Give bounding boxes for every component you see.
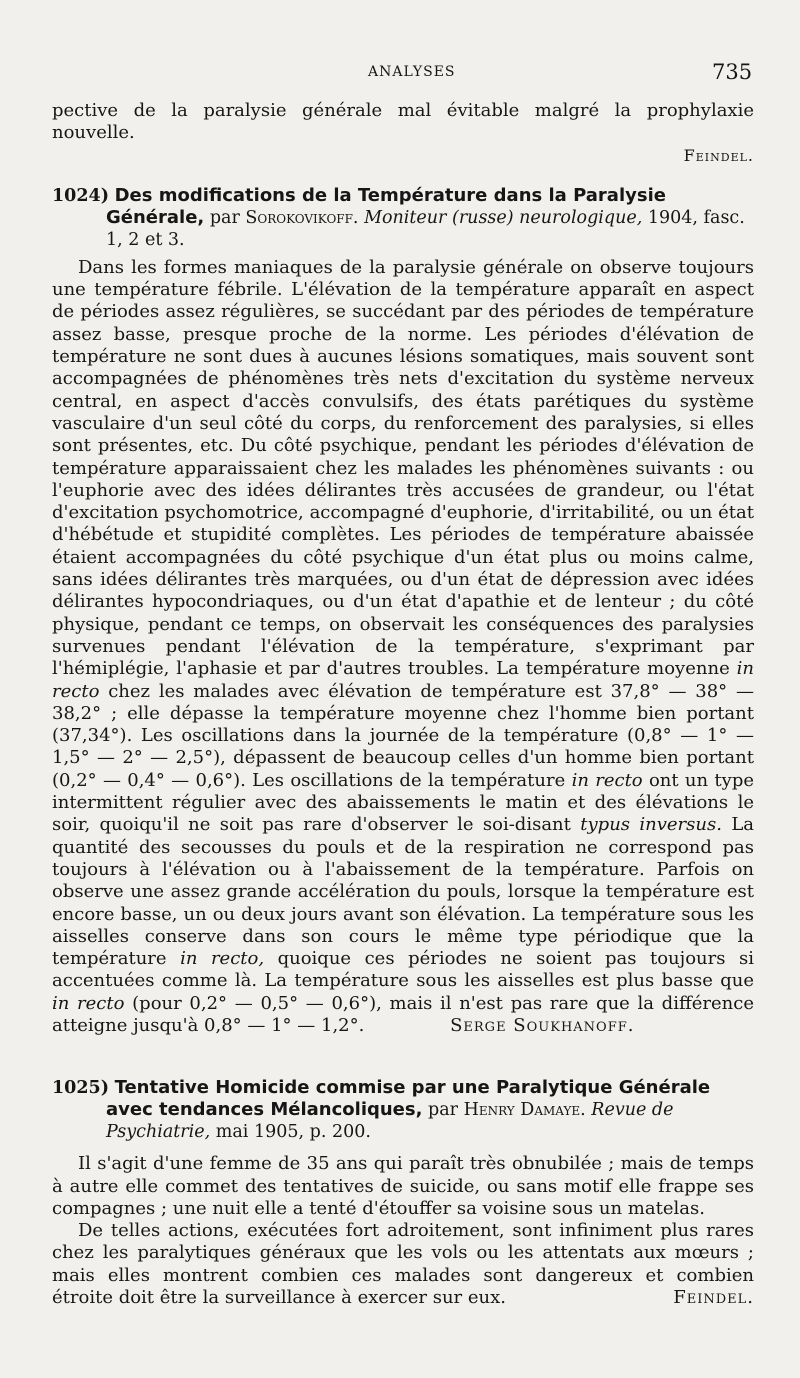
article-1024-body — [52, 257, 754, 1037]
body-segment: De telles actions, exécutées fort adroitement, sont infiniment plus rares chez les paralytiques généraux que les vols ou les attentats aux mœurs ; mais elles montrent combien ces malades sont dangereux et combien étroite doit être la surveillance à exercer sur eux. — [52, 1220, 754, 1309]
in-recto: in recto — [571, 769, 643, 791]
article-1025-para-1: Il s'agit d'une femme de 35 ans qui paraît très obnubilée ; mais de temps à autre elle commet des tentatives de suicide, ou sans motif elle frappe ses compagnes ; une nuit elle a tenté d'étouffer sa voisine sous un matelas. — [52, 1153, 754, 1219]
body-segment: chez les malades avec élévation de température est 37,8° — 38° — 38,2° ; elle dépasse la température moyenne chez l'homme bien portant (37,34°). Les oscillations dans la journée de la température (0,8° — 1° — 1,5° — 2° — 2,5°), dépassent de beaucoup celles d'un homme bien portant (0,2° — 0,4° — 0,6°). Les oscillations de la température — [52, 680, 754, 791]
article-1025-para-2 — [52, 1220, 754, 1309]
article-1024-heading — [52, 185, 754, 251]
in-recto: in recto — [52, 658, 754, 702]
page-header — [0, 60, 800, 90]
article-1025-signature: Feindel. — [673, 1287, 754, 1309]
article-author: Sorokovikoff. — [245, 207, 359, 228]
by-word: par — [209, 207, 240, 228]
journal-name: Moniteur (russe) neurologique, — [364, 207, 643, 228]
in-recto: in recto, — [180, 948, 265, 970]
journal-ref: 1904, fasc. 1, 2 et 3. — [106, 207, 745, 250]
typus-inversus: typus inversus. — [580, 814, 722, 836]
article-number: 1025) — [52, 1078, 109, 1099]
body-segment: ont un type intermittent régulier avec des abaissements le matin et des élévations le soir, quoiqu'il ne soit pas rare d'observer le soi-disant — [52, 769, 754, 836]
article-number: 1024) — [52, 185, 109, 206]
article-author: Henry Damaye. — [463, 1100, 586, 1121]
body-text — [52, 100, 754, 1309]
prev-article-signature: Feindel. — [683, 145, 754, 165]
body-segment: La quantité des secousses du pouls et de la respiration ne correspond pas toujours à l'élévation ou à l'abaissement de la température. Parfois on observe une assez grande accélération du pouls, lorsque la température est encore basse, un ou deux jours avant son élévation. La température sous les aisselles conserve dans son cours le même type périodique que la température — [52, 814, 755, 970]
running-head: ANALYSES — [368, 64, 456, 80]
article-1025-heading — [52, 1077, 754, 1143]
article-title: Tentative Homicide commise par une Paralytique Générale avec tendances Mélancoliques, — [106, 1077, 711, 1121]
by-word: par — [428, 1100, 459, 1121]
body-segment: quoique ces périodes ne soient pas toujours si accentuées comme là. La température sous les aisselles est plus basse que — [52, 948, 754, 992]
article-1024-signature: Serge Soukhanoff. — [450, 1014, 635, 1036]
prev-article-tail: pective de la paralysie générale mal évitable malgré la prophylaxie nouvelle. — [52, 100, 754, 144]
page-number: 735 — [712, 60, 753, 84]
article-title: Des modifications de la Température dans la Paralysie Générale, — [106, 184, 666, 228]
journal-ref: mai 1905, p. 200. — [215, 1122, 371, 1143]
in-recto: in recto — [52, 992, 125, 1014]
journal-name: Revue de Psychiatrie, — [106, 1100, 674, 1143]
body-segment: (pour 0,2° — 0,5° — 0,6°), mais il n'est pas rare que la différence atteigne jusqu'à 0,8° — 1° — 1,2°. — [52, 992, 754, 1036]
body-segment: Dans les formes maniaques de la paralysie générale on observe toujours une température fébrile. L'élévation de la température apparaît en aspect de périodes assez régulières, se succédant par des périodes de température assez basse, presque proche de la norme. Les périodes d'élévation de température ne sont dues à aucunes lésions somatiques, mais souvent sont accompagnées de phénomènes très nets d'excitation du système nerveux central, en aspect d'accès convulsifs, des états parétiques du système vasculaire d'un seul côté du corps, du renforcement des paralysies, si elles sont présentes, etc. Du côté psychique, pendant les périodes d'élévation de température apparaissaient chez les malades les phénomènes suivants : ou l'euphorie avec des idées délirantes très accusées de grandeur, ou l'état d'excitation psychomotrice, accompagné d'euphorie, d'irritabilité, ou un état d'hébétude et stupidité complètes. Les périodes de température abaissée étaient accompagnées du côté psychique d'un état plus ou moins calme, sans idées délirantes très marquées, ou d'un état de dépression avec idées délirantes hypocondriaques, ou d'un état d'apathie et de lenteur ; du côté physique, pendant ce temps, on observait les conséquences des paralysies survenues pendant l'élévation de la température, s'exprimant par l'hémiplégie, l'aphasie et par d'autres troubles. La température moyenne — [52, 256, 754, 680]
